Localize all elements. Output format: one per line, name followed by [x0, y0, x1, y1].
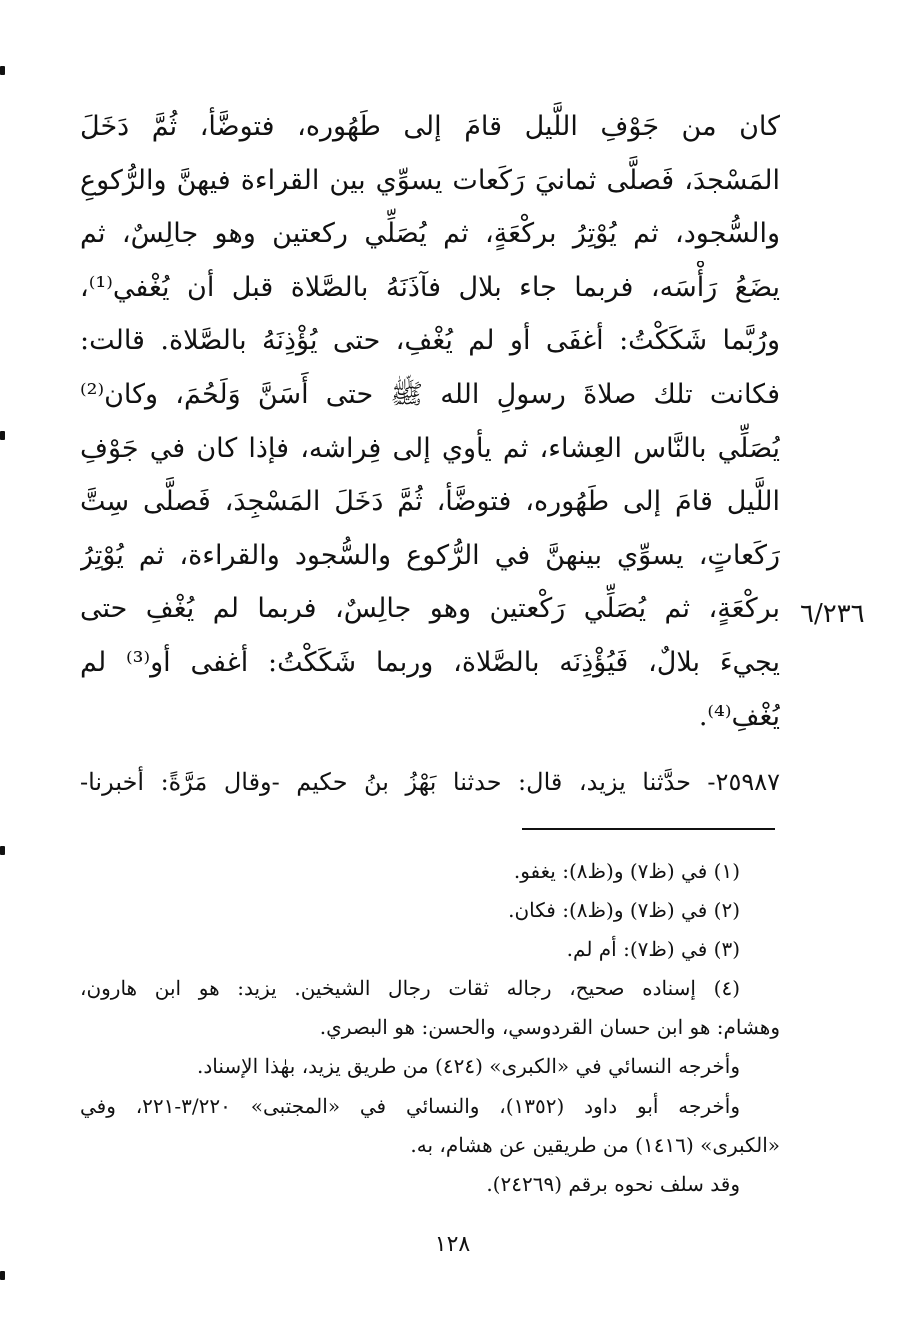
- main-text-block: [80, 100, 780, 743]
- footnote-line: وهشام: هو ابن حسان القردوسي، والحسن: هو البصري.: [319, 1015, 780, 1040]
- footnotes-block: [80, 852, 780, 1204]
- margin-reference: ٦/٢٣٦: [800, 599, 865, 629]
- footnote-line: (٢) في (ظ٧) و(ظ٨): فكان.: [508, 898, 740, 923]
- scan-edge-mark: [0, 431, 5, 440]
- footnote-line: وأخرجه النسائي في «الكبرى» (٤٢٤) من طريق يزيد، بهٰذا الإسناد.: [197, 1054, 740, 1079]
- main-text-line: فكانت تلك صلاةَ رسولِ الله ﷺ حتى أَسَنَّ وَلَحُمَ، وكان⁽²⁾: [80, 378, 780, 410]
- main-text-line: بركْعَةٍ، ثم يُصَلِّي رَكْعتين وهو جالِسٌ، فربما لم يُغْفِ حتى: [80, 593, 780, 625]
- main-text-line: كان من جَوْفِ اللَّيل قامَ إلى طَهُوره، فتوضَّأ، ثُمَّ دَخَلَ: [80, 111, 780, 142]
- main-text-line: يُصَلِّي بالنَّاس العِشاء، ثم يأوي إلى فِراشه، فإذا كان في جَوْفِ: [80, 432, 780, 464]
- main-text-line: والسُّجود، ثم يُوْتِرُ بركْعَةٍ، ثم يُصَلِّي ركعتين وهو جالِسٌ، ثم: [80, 218, 780, 250]
- footnote-separator: [522, 828, 775, 830]
- hadith-start-line: ٢٥٩٨٧- حدَّثنا يزيد، قال: حدثنا بَهْزُ بنُ حكيم -وقال مَرَّةً: أخبرنا-: [80, 768, 780, 796]
- footnote-line: (٤) إسناده صحيح، رجاله ثقات رجال الشيخين. يزيد: هو ابن هارون،: [80, 976, 740, 1001]
- footnote-line: (١) في (ظ٧) و(ظ٨): يغفو.: [513, 859, 740, 883]
- main-text-line: اللَّيل قامَ إلى طَهُوره، فتوضَّأ، ثُمَّ دَخَلَ المَسْجِدَ، فَصلَّى سِتَّ: [80, 486, 780, 518]
- main-text-line: رَكَعاتٍ، يسوِّي بينهنَّ في الرُّكوع والسُّجود والقراءة، ثم يُوْتِرُ: [80, 539, 780, 571]
- main-text-line: يجيءَ بلالٌ، فَيُؤْذِنَه بالصَّلاة، وربما شَكَكْتُ: أغفى أو⁽³⁾ لم: [80, 646, 780, 678]
- scan-edge-mark: [0, 1271, 5, 1280]
- scan-edge-mark: [0, 66, 5, 75]
- main-text-line: يُغْفِ⁽⁴⁾.: [698, 700, 780, 732]
- main-text-line: يضَعُ رَأْسَه، فربما جاء بلال فآذَنَهُ بالصَّلاة قبل أن يُغْفي⁽¹⁾،: [80, 271, 780, 303]
- footnote-line: وقد سلف نحوه برقم (٢٤٢٦٩).: [486, 1171, 740, 1196]
- main-text-line: ورُبَّما شَكَكْتُ: أغفَى أو لم يُغْفِ، حتى يُؤْذِنَهُ بالصَّلاة. قالت:: [80, 325, 780, 357]
- footnote-line: «الكبرى» (١٤١٦) من طريقين عن هشام، به.: [410, 1132, 780, 1157]
- page-number: ١٢٨: [434, 1232, 471, 1257]
- main-text-line: المَسْجدَ، فَصلَّى ثمانيَ رَكَعات يسوِّي بين القراءة فيهنَّ والرُّكوعِ: [80, 164, 780, 196]
- footnote-line: (٣) في (ظ٧): أم لم.: [566, 937, 740, 962]
- scan-edge-mark: [0, 846, 5, 855]
- footnote-line: وأخرجه أبو داود (١٣٥٢)، والنسائي في «المجتبى» ٣/٢٢٠-٢٢١، وفي: [80, 1093, 740, 1118]
